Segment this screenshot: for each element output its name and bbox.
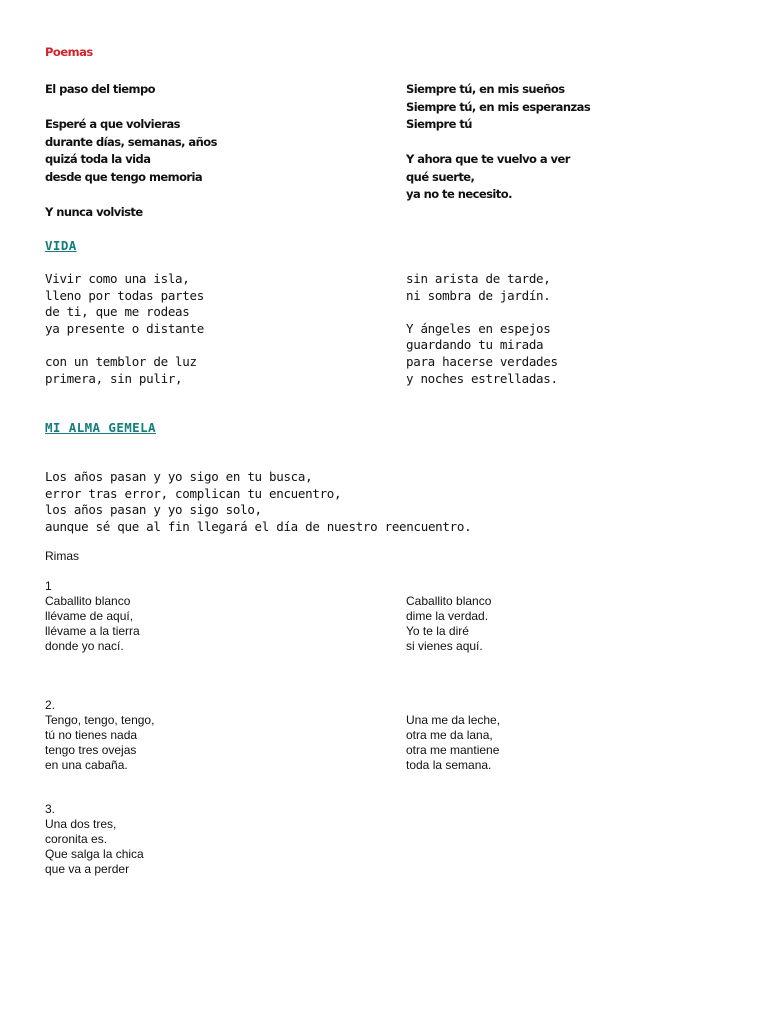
rimas-title: Rimas: [45, 549, 80, 563]
verse-line: otra me da lana,: [406, 728, 493, 742]
verse-line: tú no tienes nada: [45, 728, 138, 742]
verse-line: Y ahora que te vuelvo a ver: [406, 152, 570, 166]
verse-line: si vienes aquí.: [406, 639, 483, 653]
verse-line: [45, 99, 217, 117]
rima-1-right: [406, 594, 491, 654]
rima-number: 2.: [45, 698, 56, 712]
verse-line: Una me da leche,: [406, 713, 501, 727]
vida-right-column: [406, 271, 558, 387]
verse-line: qué suerte,: [406, 169, 475, 184]
rima-number: 1: [45, 579, 52, 593]
verse-line: desde que tengo memoria: [45, 169, 203, 184]
rima-number: 3.: [45, 802, 56, 816]
verse-line: los años pasan y yo sigo solo,: [45, 502, 262, 518]
rima-2-left: [45, 698, 154, 773]
verse-line: durante días, semanas, años: [45, 134, 217, 149]
verse-line: [45, 337, 204, 354]
verse-line: para hacerse verdades: [406, 353, 558, 369]
verse-line: Yo te la diré: [406, 624, 469, 638]
verse-line: Esperé a que volvieras: [45, 117, 180, 131]
rima-3-left: [45, 802, 144, 877]
verse-line: donde yo nací.: [45, 639, 124, 653]
verse-line: sin arista de tarde,: [406, 271, 551, 286]
paso-left-column: [45, 81, 217, 221]
verse-line: llévame a la tierra: [45, 624, 140, 638]
paso-right-column: [406, 81, 590, 204]
verse-line: quizá toda la vida: [45, 152, 151, 166]
verse-line: [45, 186, 217, 204]
verse-line: Tengo, tengo, tengo,: [45, 713, 155, 727]
document-title: Poemas: [45, 45, 93, 59]
rima-1-left: [45, 579, 140, 654]
alma-gemela-stanza: [45, 469, 471, 535]
verse-line: Que salga la chica: [45, 847, 144, 861]
verse-line: Siempre tú, en mis sueños: [406, 82, 565, 96]
verse-line: de ti, que me rodeas: [45, 304, 190, 320]
verse-line: con un temblor de luz: [45, 353, 197, 369]
verse-line: que va a perder: [45, 862, 130, 876]
verse-line: en una cabaña.: [45, 758, 128, 772]
verse-line: y noches estrelladas.: [406, 370, 558, 386]
verse-line: Vivir como una isla,: [45, 271, 190, 286]
verse-line: lleno por todas partes: [45, 287, 204, 303]
poem-title: El paso del tiempo: [45, 82, 155, 96]
verse-line: Una dos tres,: [45, 817, 117, 831]
verse-line: primera, sin pulir,: [45, 370, 183, 386]
verse-line: Los años pasan y yo sigo en tu busca,: [45, 469, 313, 484]
verse-line: [406, 304, 558, 321]
vida-heading: VIDA: [45, 238, 77, 253]
verse-line: toda la semana.: [406, 758, 492, 772]
verse-line: ya presente o distante: [45, 320, 204, 336]
verse-line: otra me mantiene: [406, 743, 500, 757]
verse-line: ya no te necesito.: [406, 187, 512, 201]
rima-2-right: [406, 713, 500, 773]
verse-line: [406, 134, 590, 152]
verse-line: guardando tu mirada: [406, 337, 544, 353]
verse-line: Caballito blanco: [45, 594, 131, 608]
verse-line: ni sombra de jardín.: [406, 287, 551, 303]
verse-line: dime la verdad.: [406, 609, 489, 623]
verse-line: llévame de aquí,: [45, 609, 134, 623]
vida-left-column: [45, 271, 204, 387]
verse-line: Siempre tú, en mis esperanzas: [406, 99, 591, 114]
verse-line: Y nunca volviste: [45, 204, 143, 219]
verse-line: error tras error, complican tu encuentro,: [45, 485, 342, 501]
verse-line: Siempre tú: [406, 117, 472, 131]
alma-gemela-heading: MI ALMA GEMELA: [45, 420, 156, 435]
verse-line: Caballito blanco: [406, 594, 492, 608]
verse-line: aunque sé que al fin llegará el día de nuestro reencuentro.: [45, 518, 472, 534]
verse-line: Y ángeles en espejos: [406, 320, 551, 336]
verse-line: coronita es.: [45, 832, 108, 846]
verse-line: tengo tres ovejas: [45, 743, 137, 757]
